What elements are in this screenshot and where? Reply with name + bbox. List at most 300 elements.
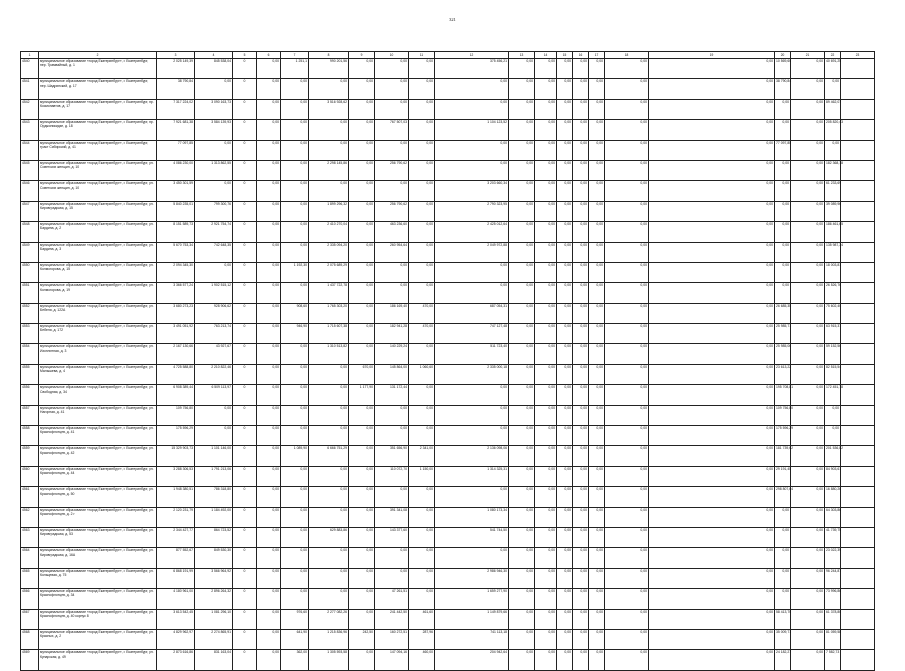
value-cell: 0,00: [573, 385, 589, 405]
value-cell: 0,00: [509, 568, 535, 588]
value-cell: 0,00: [573, 629, 589, 649]
column-number-row: [21, 52, 875, 59]
value-cell: 1 791 213,06: [195, 466, 233, 486]
value-cell: 40 691,25: [825, 59, 841, 79]
value-cell: 1 305 593,58: [309, 650, 349, 670]
column-number-cell: 18: [605, 52, 649, 59]
value-cell: 0,00: [195, 426, 233, 446]
value-cell: 1 899 296,32: [309, 201, 349, 221]
value-cell: 181 739,62: [775, 446, 791, 466]
value-cell: 47 261,51: [375, 589, 409, 609]
value-cell: 0: [233, 140, 257, 160]
value-cell: 0,00: [349, 426, 375, 446]
table-row: [21, 609, 875, 629]
empty-cell: [841, 466, 875, 486]
empty-cell: [841, 201, 875, 221]
value-cell: 16 880,26: [825, 487, 841, 507]
value-cell: 0,00: [257, 344, 281, 364]
value-cell: 0,00: [649, 568, 775, 588]
value-cell: 0,00: [309, 568, 349, 588]
value-cell: 143 377,60: [375, 527, 409, 547]
value-cell: 0,00: [791, 262, 825, 282]
value-cell: 877 552,67: [157, 548, 195, 568]
value-cell: 0,00: [573, 201, 589, 221]
value-cell: 0,00: [649, 242, 775, 262]
value-cell: 0,00: [557, 589, 573, 609]
value-cell: 0,00: [775, 181, 791, 201]
value-cell: 849 530,30: [195, 548, 233, 568]
value-cell: 89 462,07: [825, 99, 841, 119]
value-cell: 0,00: [309, 487, 349, 507]
value-cell: 0,00: [309, 120, 349, 140]
value-cell: 0,00: [573, 140, 589, 160]
value-cell: 0: [233, 120, 257, 140]
value-cell: 0,00: [309, 385, 349, 405]
value-cell: 541 744,50: [435, 527, 509, 547]
value-cell: 0,00: [409, 344, 435, 364]
value-cell: 0,00: [375, 99, 409, 119]
value-cell: 140 229,24: [375, 344, 409, 364]
value-cell: 0,00: [409, 79, 435, 99]
value-cell: 0,00: [589, 589, 605, 609]
value-cell: 0,00: [775, 527, 791, 547]
value-cell: 0,00: [649, 283, 775, 303]
value-cell: 204 942,64: [435, 650, 509, 670]
value-cell: 0,00: [349, 140, 375, 160]
value-cell: 0,00: [557, 650, 573, 670]
column-number-cell: 10: [375, 52, 409, 59]
empty-cell: [841, 507, 875, 527]
value-cell: 0,00: [257, 650, 281, 670]
value-cell: 0,00: [605, 487, 649, 507]
value-cell: 0,00: [605, 120, 649, 140]
address-cell: муниципальное образование «город Екатеринбург», г. Екатеринбург, ул. Краснофлотцев, д. 40 корпус 8: [39, 609, 157, 629]
value-cell: 0,00: [509, 303, 535, 323]
column-number-cell: 1: [21, 52, 39, 59]
value-cell: 2 410 270,04: [309, 222, 349, 242]
empty-cell: [841, 650, 875, 670]
table-row: [21, 364, 875, 384]
value-cell: 1 310 513,82: [309, 344, 349, 364]
value-cell: 0,00: [791, 160, 825, 180]
table-row: [21, 222, 875, 242]
value-cell: 0,00: [281, 426, 309, 446]
value-cell: 0,00: [775, 160, 791, 180]
value-cell: 0,00: [791, 609, 825, 629]
value-cell: 109 756,80: [775, 405, 791, 425]
value-cell: 0,00: [649, 589, 775, 609]
value-cell: 1 902 515,12: [195, 283, 233, 303]
value-cell: 0,00: [535, 160, 557, 180]
value-cell: 0,00: [535, 609, 557, 629]
address-cell: муниципальное образование «город Екатеринбург», г. Екатеринбург, ул. Кольцевая, д. 75: [39, 568, 157, 588]
value-cell: 0,00: [349, 589, 375, 609]
value-cell: 0,00: [257, 364, 281, 384]
value-cell: 23 022,39: [825, 548, 841, 568]
address-cell: муниципальное образование «город Екатеринбург», г. Екатеринбург, ул. Краснофлотцев, д. 50: [39, 487, 157, 507]
value-cell: 0,00: [775, 242, 791, 262]
value-cell: 0,00: [435, 426, 509, 446]
value-cell: 0: [233, 405, 257, 425]
empty-cell: [841, 589, 875, 609]
value-cell: 1 104 123,52: [435, 120, 509, 140]
value-cell: 0,00: [589, 568, 605, 588]
value-cell: 81 059,58: [825, 629, 841, 649]
value-cell: 0,00: [791, 344, 825, 364]
table-row: [21, 59, 875, 79]
value-cell: 0,00: [349, 405, 375, 425]
value-cell: 0,00: [535, 303, 557, 323]
value-cell: 0,00: [509, 527, 535, 547]
value-cell: 0,00: [281, 405, 309, 425]
value-cell: 0,00: [775, 568, 791, 588]
value-cell: 0: [233, 242, 257, 262]
value-cell: 0,00: [649, 344, 775, 364]
column-number-cell: 5: [233, 52, 257, 59]
value-cell: 0,00: [589, 120, 605, 140]
value-cell: 0,00: [557, 283, 573, 303]
value-cell: 0,00: [589, 609, 605, 629]
value-cell: 0,00: [605, 650, 649, 670]
value-cell: 0,00: [589, 140, 605, 160]
value-cell: 2 120 231,79: [157, 507, 195, 527]
value-cell: 23 613,22: [775, 364, 791, 384]
value-cell: 0,00: [281, 466, 309, 486]
value-cell: 946,90: [281, 324, 309, 344]
value-cell: 82 515,54: [825, 364, 841, 384]
value-cell: 831 163,04: [195, 650, 233, 670]
value-cell: 0,00: [535, 446, 557, 466]
value-cell: 0,00: [409, 222, 435, 242]
value-cell: 3 090 163,73: [195, 99, 233, 119]
value-cell: 1 192,30: [281, 262, 309, 282]
value-cell: 0,00: [281, 507, 309, 527]
value-cell: 0,00: [257, 507, 281, 527]
value-cell: 0,00: [589, 79, 605, 99]
value-cell: 362,00: [281, 650, 309, 670]
value-cell: 0,00: [791, 466, 825, 486]
value-cell: 0,00: [349, 222, 375, 242]
column-number-cell: 21: [791, 52, 825, 59]
value-cell: 0,00: [557, 364, 573, 384]
value-cell: 0,00: [195, 262, 233, 282]
value-cell: 0,00: [649, 160, 775, 180]
value-cell: 0,00: [557, 262, 573, 282]
value-cell: 0,00: [649, 222, 775, 242]
value-cell: 64 303,86: [825, 507, 841, 527]
value-cell: 0,00: [791, 120, 825, 140]
value-cell: 3 491 051,92: [157, 324, 195, 344]
table-row: [21, 160, 875, 180]
value-cell: 0: [233, 446, 257, 466]
value-cell: 25 985,71: [775, 324, 791, 344]
value-cell: 0,00: [409, 120, 435, 140]
value-cell: 0,00: [825, 79, 841, 99]
value-cell: 0,00: [309, 507, 349, 527]
value-cell: 799 300,76: [195, 201, 233, 221]
row-id-cell: 4569: [21, 650, 39, 670]
value-cell: 0,00: [573, 324, 589, 344]
value-cell: 0,00: [257, 283, 281, 303]
value-cell: 0: [233, 99, 257, 119]
column-number-cell: 15: [557, 52, 573, 59]
value-cell: 0,00: [573, 364, 589, 384]
row-id-cell: 4557: [21, 405, 39, 425]
value-cell: 0,00: [349, 79, 375, 99]
empty-cell: [841, 527, 875, 547]
value-cell: 0,00: [195, 140, 233, 160]
value-cell: 0,00: [557, 242, 573, 262]
value-cell: 0,00: [349, 242, 375, 262]
empty-cell: [841, 222, 875, 242]
value-cell: 460,00: [409, 650, 435, 670]
value-cell: 2 344 427,77: [157, 527, 195, 547]
value-cell: 0,00: [281, 364, 309, 384]
value-cell: 0,00: [349, 262, 375, 282]
value-cell: 59 152,56: [825, 344, 841, 364]
value-cell: 2 873 616,86: [157, 650, 195, 670]
value-cell: 4 829 962,97: [157, 629, 195, 649]
value-cell: 0,00: [509, 283, 535, 303]
value-cell: 0,00: [649, 364, 775, 384]
column-number-cell: 6: [257, 52, 281, 59]
table-row: [21, 568, 875, 588]
value-cell: 0,00: [535, 466, 557, 486]
row-id-cell: 4563: [21, 527, 39, 547]
value-cell: 0,00: [589, 385, 605, 405]
value-cell: 0,00: [605, 466, 649, 486]
value-cell: 0,00: [257, 262, 281, 282]
value-cell: 0,00: [349, 59, 375, 79]
value-cell: 0,00: [409, 181, 435, 201]
value-cell: 0,00: [557, 324, 573, 344]
value-cell: 0,00: [349, 650, 375, 670]
value-cell: 0,00: [557, 548, 573, 568]
value-cell: 0,00: [573, 181, 589, 201]
value-cell: 0,00: [375, 79, 409, 99]
row-id-cell: 4566: [21, 589, 39, 609]
row-id-cell: 4550: [21, 262, 39, 282]
value-cell: 0,00: [257, 426, 281, 446]
row-id-cell: 4551: [21, 283, 39, 303]
value-cell: 0,00: [605, 426, 649, 446]
value-cell: 0,00: [605, 324, 649, 344]
value-cell: 0,00: [589, 507, 605, 527]
value-cell: 0,00: [281, 140, 309, 160]
table-row: [21, 650, 875, 670]
value-cell: 0,00: [589, 160, 605, 180]
value-cell: 0,00: [375, 283, 409, 303]
empty-cell: [841, 283, 875, 303]
empty-cell: [841, 79, 875, 99]
row-id-cell: 4549: [21, 242, 39, 262]
value-cell: 0,00: [791, 568, 825, 588]
value-cell: 0,00: [409, 283, 435, 303]
empty-cell: [841, 303, 875, 323]
value-cell: 0,00: [435, 140, 509, 160]
value-cell: 0,00: [509, 181, 535, 201]
value-cell: 0,00: [509, 262, 535, 282]
value-cell: 0,00: [649, 59, 775, 79]
value-cell: 0,00: [649, 405, 775, 425]
value-cell: 39 089,96: [825, 201, 841, 221]
value-cell: 0,00: [775, 548, 791, 568]
value-cell: 0: [233, 507, 257, 527]
row-id-cell: 4544: [21, 140, 39, 160]
row-id-cell: 4543: [21, 120, 39, 140]
value-cell: 256 790,62: [375, 160, 409, 180]
value-cell: 287,96: [409, 629, 435, 649]
row-id-cell: 4540: [21, 59, 39, 79]
value-cell: 242,50: [349, 629, 375, 649]
table-row: [21, 262, 875, 282]
value-cell: 0,00: [605, 405, 649, 425]
value-cell: 0,00: [349, 324, 375, 344]
value-cell: 0,00: [435, 160, 509, 180]
address-cell: муниципальное образование «город Екатеринбург», г. Екатеринбург, ул. Советских женщин, д. 10: [39, 160, 157, 180]
value-cell: 0,00: [791, 507, 825, 527]
row-id-cell: 4568: [21, 629, 39, 649]
value-cell: 0: [233, 201, 257, 221]
value-cell: 0: [233, 59, 257, 79]
value-cell: 0,00: [509, 140, 535, 160]
column-number-cell: 8: [309, 52, 349, 59]
value-cell: 1 313 862,55: [195, 160, 233, 180]
table-row: [21, 385, 875, 405]
value-cell: 2 075 689,29: [309, 262, 349, 282]
value-cell: 2 335 094,20: [309, 242, 349, 262]
row-id-cell: 4555: [21, 364, 39, 384]
value-cell: 0,00: [573, 609, 589, 629]
value-cell: 0,00: [257, 568, 281, 588]
address-cell: муниципальное образование «город Екатеринбург», г. Екатеринбург, ул. Кунарская, д. 49: [39, 650, 157, 670]
value-cell: 0,00: [825, 405, 841, 425]
value-cell: 0,00: [309, 79, 349, 99]
column-number-cell: 19: [649, 52, 775, 59]
row-id-cell: 4545: [21, 160, 39, 180]
value-cell: 0,00: [409, 548, 435, 568]
address-cell: муниципальное образование «город Екатеринбург», г. Екатеринбург, ул. Краснофлотцев, д. 2 г: [39, 507, 157, 527]
table-row: [21, 446, 875, 466]
value-cell: 990 201,56: [309, 59, 349, 79]
row-id-cell: 4546: [21, 181, 39, 201]
value-cell: 2 025 149,39: [157, 59, 195, 79]
value-cell: 0,00: [257, 548, 281, 568]
value-cell: 0,00: [791, 242, 825, 262]
value-cell: 186 461,65: [825, 222, 841, 242]
value-cell: 182 368,18: [825, 160, 841, 180]
value-cell: 0,00: [281, 79, 309, 99]
address-cell: муниципальное образование «город Екатеринбург», г. Екатеринбург, ул. Советских женщин, д. 10: [39, 181, 157, 201]
value-cell: 0,00: [257, 79, 281, 99]
value-cell: 0,00: [557, 99, 573, 119]
address-cell: муниципальное образование «город Екатеринбург», г. Екатеринбург, ул. Краснофлотцев, д. 42: [39, 446, 157, 466]
row-id-cell: 4541: [21, 79, 39, 99]
value-cell: 463 236,60: [375, 222, 409, 242]
value-cell: 0,00: [649, 201, 775, 221]
column-number-cell: 23: [841, 52, 875, 59]
value-cell: 0,00: [281, 201, 309, 221]
value-cell: 0,00: [409, 385, 435, 405]
value-cell: 0,00: [375, 487, 409, 507]
value-cell: 0,00: [573, 160, 589, 180]
value-cell: 0,00: [825, 426, 841, 446]
value-cell: 763 213,74: [195, 324, 233, 344]
value-cell: 687 054,31: [435, 303, 509, 323]
value-cell: 172 451,78: [825, 385, 841, 405]
value-cell: 0,00: [557, 160, 573, 180]
value-cell: 0,00: [573, 589, 589, 609]
value-cell: 0,00: [589, 324, 605, 344]
value-cell: 3 366 577,24: [157, 283, 195, 303]
value-cell: 0,00: [557, 507, 573, 527]
value-cell: 2 790 323,95: [435, 201, 509, 221]
value-cell: 0,00: [589, 222, 605, 242]
value-cell: 3 680 273,23: [157, 303, 195, 323]
value-cell: 0,00: [257, 609, 281, 629]
value-cell: 0,00: [535, 507, 557, 527]
value-cell: 2 425 012,64: [435, 222, 509, 242]
value-cell: 1 765 303,20: [309, 303, 349, 323]
empty-cell: [841, 160, 875, 180]
value-cell: 0,00: [791, 385, 825, 405]
value-cell: 0,00: [281, 589, 309, 609]
column-number-cell: 14: [535, 52, 557, 59]
value-cell: 391 341,08: [375, 507, 409, 527]
value-cell: 0,00: [535, 405, 557, 425]
value-cell: 4 086 230,00: [157, 160, 195, 180]
value-cell: 0: [233, 609, 257, 629]
value-cell: 0,00: [589, 466, 605, 486]
value-cell: 470,00: [409, 303, 435, 323]
value-cell: 6 666 751,29: [309, 446, 349, 466]
value-cell: 0,00: [589, 262, 605, 282]
value-cell: 0: [233, 324, 257, 344]
value-cell: 24 182,27: [775, 650, 791, 670]
empty-cell: [841, 140, 875, 160]
value-cell: 26 685,35: [775, 303, 791, 323]
address-cell: муниципальное образование «город Екатеринбург», г. Екатеринбург, ул. Малышева, д. 4: [39, 364, 157, 384]
value-cell: 0,00: [409, 140, 435, 160]
value-cell: 29 191,45: [775, 466, 791, 486]
value-cell: 0,00: [375, 405, 409, 425]
value-cell: 26 526,76: [825, 283, 841, 303]
column-number-cell: 13: [509, 52, 535, 59]
value-cell: 0,00: [257, 487, 281, 507]
value-cell: 0,00: [791, 59, 825, 79]
value-cell: 0,00: [605, 79, 649, 99]
value-cell: 1 251,1: [281, 59, 309, 79]
value-cell: 0,00: [825, 140, 841, 160]
value-cell: 0,00: [589, 650, 605, 670]
row-id-cell: 4567: [21, 609, 39, 629]
value-cell: 0,00: [257, 120, 281, 140]
empty-cell: [841, 324, 875, 344]
value-cell: 0,00: [409, 262, 435, 282]
value-cell: 0,00: [649, 548, 775, 568]
value-cell: 0,00: [375, 59, 409, 79]
value-cell: 6 868 191,99: [157, 568, 195, 588]
value-cell: 0,00: [309, 364, 349, 384]
empty-cell: [841, 385, 875, 405]
value-cell: 175 596,29: [157, 426, 195, 446]
value-cell: 0,00: [791, 548, 825, 568]
column-number-cell: 2: [39, 52, 157, 59]
value-cell: 0,00: [573, 79, 589, 99]
empty-cell: [841, 446, 875, 466]
value-cell: 0,00: [573, 303, 589, 323]
value-cell: 0,00: [649, 446, 775, 466]
